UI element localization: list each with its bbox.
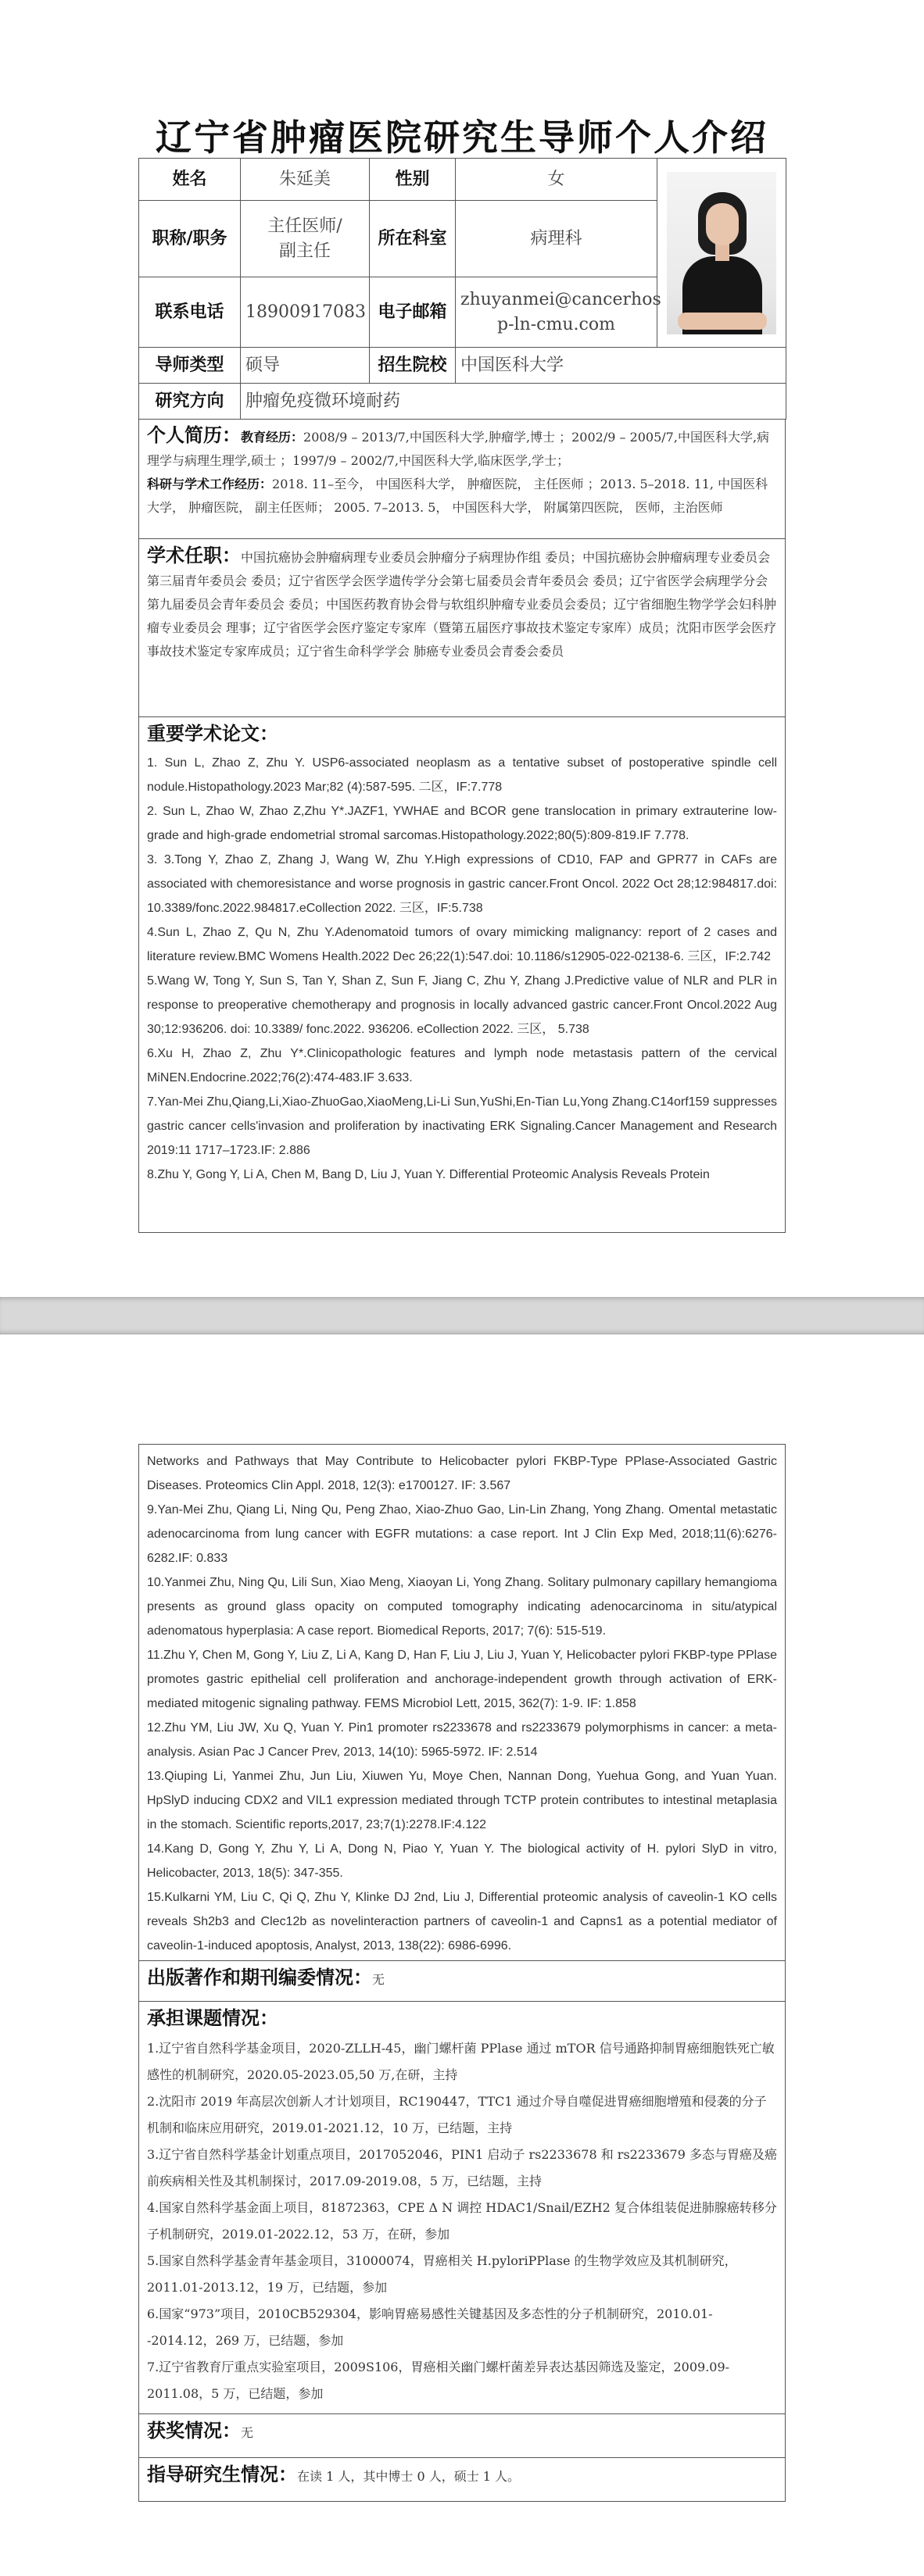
title-value	[241, 201, 370, 277]
email-value	[456, 277, 661, 348]
academic-text: 中国抗癌协会肿瘤病理专业委员会肿瘤分子病理协作组 委员；中国抗癌协会肿瘤病理专业委员会第三届青年委员会 委员；辽宁省医学会医学遗传学分会第七届委员会青年委员会 委员；辽宁省医学会病理学分会第九届委员会青年委员会 委员；中国医药教育协会骨与软组织肿瘤专业委员会委员；辽宁省细胞生物学学会妇科肿瘤专业委员会 理事；辽宁省医学会医疗鉴定专家库（暨第五届医疗事故技术鉴定专家库）成员；沈阳市医学会医疗事故技术鉴定专家库成员；辽宁省生命科学学会 肺癌专业委员会青委会委员	[147, 550, 777, 659]
paper-item: 11.Zhu Y, Chen M, Gong Y, Liu Z, Li A, Kang D, Han F, Liu J, Liu J, Yuan Y, Helicobacter pylori FKBP-type PPlase promotes gastric epithelial cell proliferation and anchorage-independent growth through activation of ERK-mediated mitogenic signaling pathway. FEMS Microbiol Lett, 2015, 362(7): 1-9. IF: 1.858	[147, 1649, 777, 1710]
title-line-1: 主任医师/	[267, 216, 342, 236]
gender-label: 性别	[370, 159, 456, 201]
awards-label: 获奖情况：	[147, 2420, 241, 2442]
photo-cell	[657, 159, 786, 348]
publications-section	[138, 1961, 786, 2002]
project-item: 3.辽宁省自然科学基金计划重点项目，2017052046，PIN1 启动子 rs2233678 和 rs2233679 多态与胃癌及癌前疾病相关性及其机制探讨，2017.09-2019.08，5 万，已结题，主持	[147, 2147, 777, 2188]
awards-text: 无	[241, 2425, 254, 2440]
department-value: 病理科	[456, 201, 657, 277]
work-label: 科研与学术工作经历：	[147, 477, 273, 491]
paper-item: 14.Kang D, Gong Y, Zhu Y, Li A, Dong N, Piao Y, Yuan Y. The biological activity of H. pylori SlyD in vitro, Helicobacter, 2013, 18(5): 347-355.	[147, 1842, 777, 1880]
page-separator	[0, 1297, 924, 1334]
paper-item: 9.Yan-Mei Zhu, Qiang Li, Ning Qu, Peng Zhao, Xiao-Zhuo Gao, Lin-Lin Zhang, Yong Zhang. Omental metastatic adenocarcinoma from lung cancer with EGFR mutations: a case report. Int J Clin Exp Med, 2018;11(6):6276-6282.IF: 0.833	[147, 1503, 777, 1565]
project-item: 2.沈阳市 2019 年高层次创新人才计划项目，RC190447，TTC1 通过介导自噬促进胃癌细胞增殖和侵袭的分子机制和临床应用研究，2019.01-2021.12，10 万，已结题，主持	[147, 2094, 767, 2135]
email-label: 电子邮箱	[370, 277, 456, 348]
publications-label: 出版著作和期刊编委情况：	[147, 1967, 372, 1988]
project-item: 7.辽宁省教育厅重点实验室项目，2009S106，胃癌相关幽门螺杆菌差异表达基因筛选及鉴定，2009.09-2011.08，5 万，已结题，参加	[147, 2360, 730, 2401]
paper-item: 1. Sun L, Zhao Z, Zhu Y. USP6-associated neoplasm as a tentative subset of postoperative spindle cell nodule.Histopathology.2023 Mar;82 (4):587-595. 二区，IF:7.778	[147, 756, 777, 794]
document-page-2	[0, 1334, 924, 2576]
document-title: 辽宁省肿瘤医院研究生导师个人介绍	[156, 116, 768, 159]
papers-list-page-2	[147, 1449, 777, 1958]
portrait-photo	[667, 172, 776, 334]
project-item: 4.国家自然科学基金面上项目，81872363，CPE Δ N 调控 HDAC1/Snail/EZH2 复合体组装促进肺腺癌转移分子机制研究，2019.01-2022.12，53 万，在研，参加	[147, 2200, 777, 2242]
paper-item: 2. Sun L, Zhao W, Zhao Z,Zhu Y*.JAZF1, YWHAE and BCOR gene translocation in primary extrauterine low-grade and high-grade endometrial stromal sarcomas.Histopathology.2022;80(5):809-819.IF 7.778.	[147, 805, 777, 842]
students-label: 指导研究生情况：	[147, 2463, 297, 2485]
students-section	[138, 2458, 786, 2502]
paper-item: 15.Kulkarni YM, Liu C, Qi Q, Zhu Y, Klinke DJ 2nd, Liu J, Differential proteomic analysis of caveolin-1 KO cells reveals Sh2b3 and Clec12b as novelinteraction partners of caveolin-1 and Capns1 as a potential mediator of caveolin-1-induced apoptosis, Analyst, 2013, 138(22): 6986-6996.	[147, 1891, 777, 1953]
papers-section-page-1	[138, 717, 786, 1233]
publications-text: 无	[372, 1972, 385, 1987]
supervisor-type-label: 导师类型	[139, 348, 241, 384]
name-label: 姓名	[139, 159, 241, 201]
name-value: 朱延美	[241, 159, 370, 201]
projects-section	[138, 2002, 786, 2414]
phone-value: 18900917083	[241, 277, 370, 348]
phone-label: 联系电话	[139, 277, 241, 348]
students-text: 在读 1 人，其中博士 0 人，硕士 1 人。	[297, 2469, 521, 2484]
work-text: 2018. 11–至今， 中国医科大学， 肿瘤医院， 主任医师 ；2013. 5–2018. 11, 中国医科大学， 肿瘤医院， 副主任医师； 2005. 7–2013. 5， 中国医科大学， 附属第四医院， 医师，主治医师	[147, 477, 768, 515]
resume-section	[138, 419, 786, 539]
project-item: 1.辽宁省自然科学基金项目，2020-ZLLH-45，幽门螺杆菌 PPlase 通过 mTOR 信号通路抑制胃癌细胞铁死亡敏感性的机制研究，2020.05-2023.05,50 万,在研，主持	[147, 2041, 775, 2082]
research-value: 肿瘤免疫微环境耐药	[241, 384, 786, 420]
paper-item: 13.Qiuping Li, Yanmei Zhu, Jun Liu, Xiuwen Yu, Moye Chen, Nannan Dong, Yuehua Gong, and Yuan Yuan. HpSlyD inducing CDX2 and VIL1 expression mediated through TCTP protein contributes to intestinal metaplasia in the stomach. Scientific reports,2017, 23;7(1):2278.IF:4.122	[147, 1770, 777, 1831]
paper-item: Networks and Pathways that May Contribute to Helicobacter pylori FKBP-Type PPlase-Associated Gastric Diseases. Proteomics Clin Appl. 2018, 12(3): e1700127. IF: 3.567	[147, 1455, 777, 1492]
paper-item: 8.Zhu Y, Gong Y, Li A, Chen M, Bang D, Liu J, Yuan Y. Differential Proteomic Analysis Reveals Protein	[147, 1168, 710, 1181]
projects-list	[147, 2035, 777, 2407]
research-label: 研究方向	[139, 384, 241, 420]
department-label: 所在科室	[370, 201, 456, 277]
papers-section-page-2	[138, 1444, 786, 1961]
academic-label: 学术任职：	[147, 545, 241, 566]
projects-label: 承担课题情况：	[147, 2007, 278, 2029]
profile-table	[138, 158, 786, 420]
resume-label: 个人简历：	[147, 424, 241, 446]
email-line-2: p-ln-cmu.com	[497, 314, 615, 334]
academic-section	[138, 539, 786, 717]
paper-item: 6.Xu H, Zhao Z, Zhu Y*.Clinicopathologic features and lymph node metastasis pattern of the cervical MiNEN.Endocrine.2022;76(2):474-483.IF 3.633.	[147, 1047, 777, 1084]
papers-label: 重要学术论文：	[147, 723, 278, 745]
project-item: 5.国家自然科学基金青年基金项目，31000074，胃癌相关 H.pyloriPPlase 的生物学效应及其机制研究，2011.01-2013.12，19 万，已结题，参加	[147, 2253, 737, 2295]
education-text: 2008/9 – 2013/7,中国医科大学,肿瘤学,博士 ；2002/9 – 2005/7,中国医科大学,病理学与病理生理学,硕士 ；1997/9 – 2002/7,中国医科大学,临床医学,学士；	[147, 430, 770, 468]
supervisor-type-value: 硕导	[241, 348, 370, 384]
paper-item: 3. 3.Tong Y, Zhao Z, Zhang J, Wang W, Zhu Y.High expressions of CD10, FAP and GPR77 in CAFs are associated with chemoresistance and worse prognosis in gastric cancer.Front Oncol. 2022 Oct 28;12:984817.doi: 10.3389/fonc.2022.984817.eCollection 2022. 三区，IF:5.738	[147, 853, 777, 915]
title-line-2: 副主任	[278, 241, 331, 261]
project-item: 6.国家“973”项目，2010CB529304，影响胃癌易感性关键基因及多态性的分子机制研究，2010.01--2014.12，269 万，已结题，参加	[147, 2306, 713, 2348]
paper-item: 10.Yanmei Zhu, Ning Qu, Lili Sun, Xiao Meng, Xiaoyan Li, Yong Zhang. Solitary pulmonary capillary hemangioma presents as ground glass opacity on computed tomography indicating adenocarcinoma in situ/atypical adenomatous hyperplasia: A case report. Biomedical Reports, 2017; 7(6): 515-519.	[147, 1576, 777, 1638]
papers-list-page-1	[147, 751, 777, 1187]
paper-item: 5.Wang W, Tong Y, Sun S, Tan Y, Shan Z, Sun F, Jiang C, Zhu Y, Zhang J.Predictive value of NLR and PLR in response to preoperative chemotherapy and prognosis in locally advanced gastric cancer.Front Oncol.2022 Aug 30;12:936206. doi: 10.3389/ fonc.2022. 936206. eCollection 2022. 三区， 5.738	[147, 974, 777, 1036]
school-value: 中国医科大学	[456, 348, 786, 384]
paper-item: 7.Yan-Mei Zhu,Qiang,Li,Xiao-ZhuoGao,XiaoMeng,Li-Li Sun,YuShi,En-Tian Lu,Yong Zhang.C14orf159 suppresses gastric cancer cells'invasion and proliferation by inactivating ERK Signaling.Cancer Management and Research 2019:11 1717–1723.IF: 2.886	[147, 1095, 777, 1157]
school-label: 招生院校	[370, 348, 456, 384]
paper-item: 4.Sun L, Zhao Z, Qu N, Zhu Y.Adenomatoid tumors of ovary mimicking malignancy: report of 2 cases and literature review.BMC Womens Health.2022 Dec 26;22(1):547.doi: 10.1186/s12905-022-02138-6. 三区，IF:2.742	[147, 926, 777, 963]
education-label: 教育经历：	[241, 430, 304, 445]
title-label: 职称/职务	[139, 201, 241, 277]
paper-item: 12.Zhu YM, Liu JW, Xu Q, Yuan Y. Pin1 promoter rs2233678 and rs2233679 polymorphisms in cancer: a meta-analysis. Asian Pac J Cancer Prev, 2013, 14(10): 5965-5972. IF: 2.514	[147, 1721, 777, 1759]
email-line-1: zhuyanmei@cancerhos	[460, 289, 661, 309]
awards-section	[138, 2414, 786, 2458]
gender-value: 女	[456, 159, 657, 201]
